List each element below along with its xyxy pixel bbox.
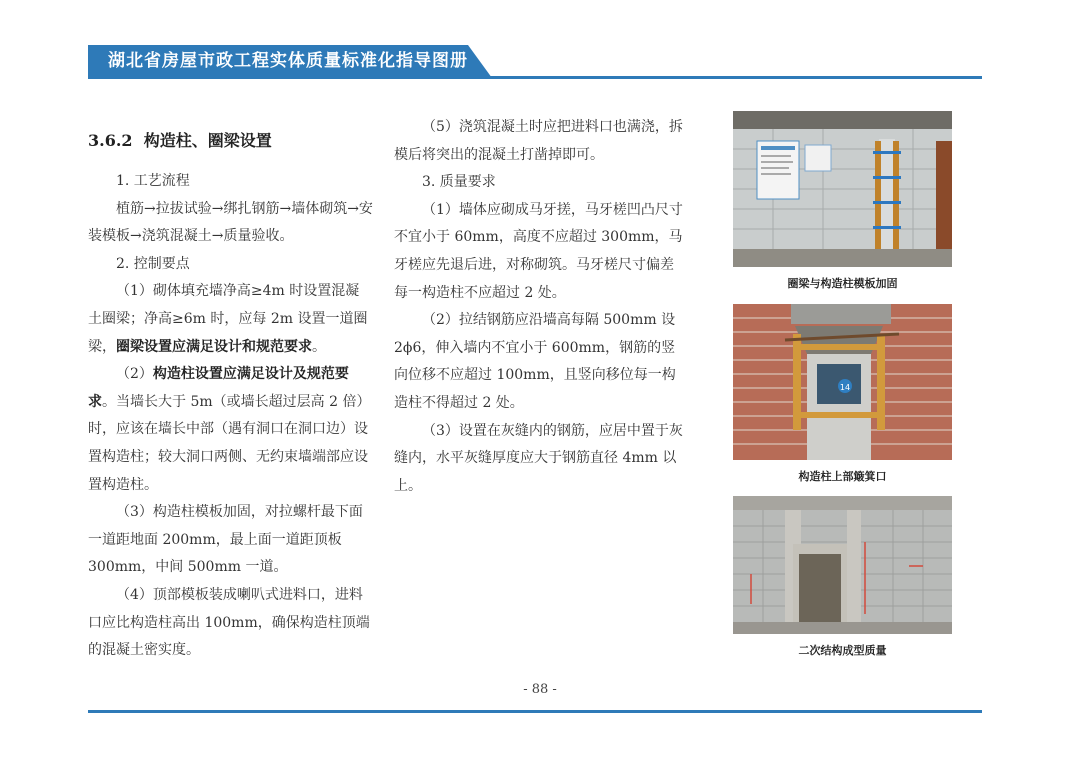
quality-point-3: （3）设置在灰缝内的钢筋，应居中置于灰缝内，水平灰缝厚度应大于钢筋直径 4mm 以上。 [394,422,683,494]
section-heading [88,128,272,151]
middle-column [394,114,684,500]
photo-column-funnel [733,304,952,460]
process-heading: 1. 工艺流程 [116,173,190,189]
section-number: 3.6.2 [88,131,133,150]
left-column [88,168,373,665]
photo-3-caption: 二次结构成型质量 [798,644,887,657]
section-title: 构造柱、圈梁设置 [143,131,272,150]
photo-1-caption: 圈梁与构造柱模板加固 [787,277,898,290]
control-point-4: （4）顶部模板装成喇叭式进料口，进料口应比构造柱高出 100mm，确保构造柱顶端的混凝土密实度。 [88,586,370,659]
process-flow: 植筋→拉拔试验→绑扎钢筋→墙体砌筑→安装模板→浇筑混凝土→质量验收。 [88,200,373,245]
control-point-2: （2）构造柱设置应满足设计及规范要求。当墙长大于 5m（或墙长超过层高 2 倍）时，应该在墙长中部（遇有洞口在洞口边）设置构造柱；较大洞口两侧、无约束墙端部应设置构造柱。 [88,366,371,493]
control-point-1: （1）砌体填充墙净高≥4m 时设置混凝土圈梁；净高≥6m 时，应每 2m 设置一道圈梁，圈梁设置应满足设计和规范要求。 [88,283,368,355]
control-heading: 2. 控制要点 [116,255,190,272]
photo-2-caption: 构造柱上部簸箕口 [798,470,887,483]
quality-heading: 3. 质量要求 [422,174,496,191]
header-title: 湖北省房屋市政工程实体质量标准化指导图册 [108,51,468,71]
control-point-3: （3）构造柱模板加固，对拉螺杆最下面一道距地面 200mm，最上面一道距顶板 300mm，中间 500mm 一道。 [88,504,363,576]
footer-rule [88,710,982,713]
control-point-5: （5）浇筑混凝土时应把进料口也满浇，拆模后将突出的混凝土打凿掉即可。 [394,119,683,163]
photo-secondary-structure [733,496,952,634]
photo-2-tag: 14 [839,383,851,392]
quality-point-2: （2）拉结钢筋应沿墙高每隔 500mm 设 2ϕ6，伸入墙内不宜小于 600mm，钢筋的竖向位移不应超过 100mm，且竖向移位每一构造柱不得超过 2 处。 [394,312,676,411]
photo-formwork-reinforcement [733,111,952,267]
page-number: - 88 - [523,682,557,697]
header-rule [88,76,982,79]
quality-point-1: （1）墙体应砌成马牙搓，马牙槎凹凸尺寸不宜小于 60mm，高度不应超过 300mm，马牙槎应先退后进，对称砌筑。马牙槎尺寸偏差每一构造柱不应超过 2 处。 [394,201,683,301]
